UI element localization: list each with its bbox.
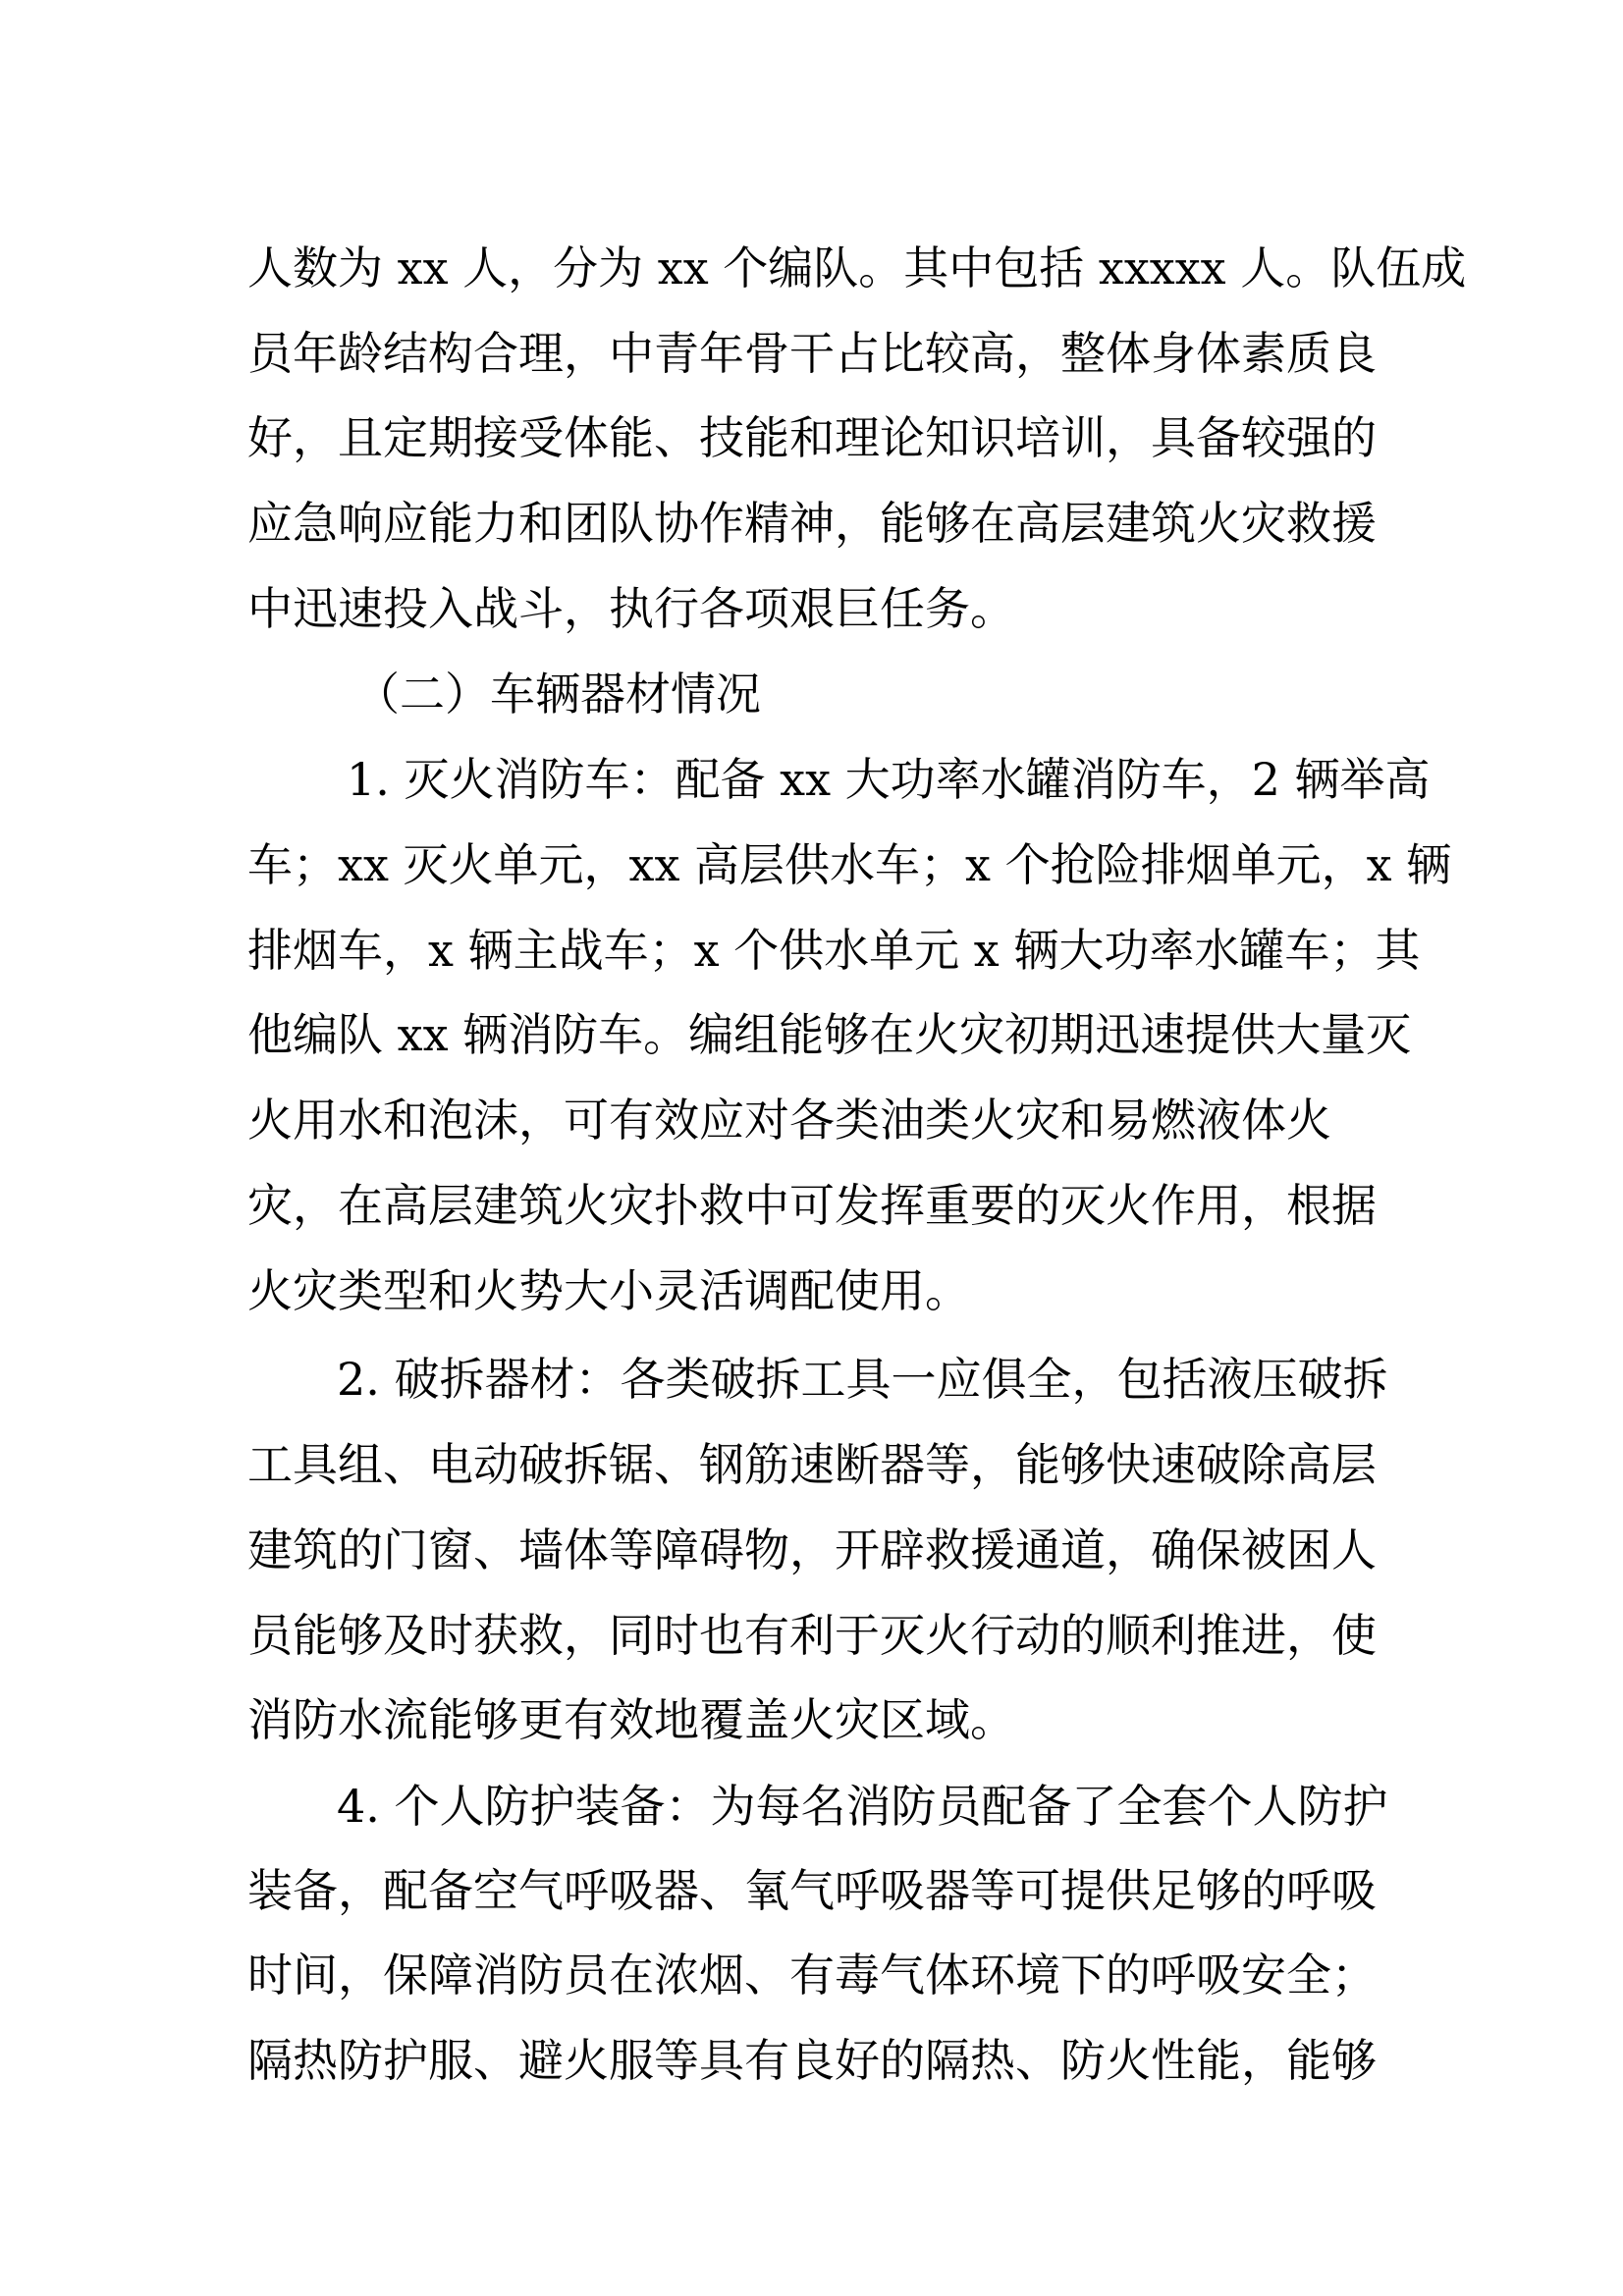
paragraph-line: 车；xx 灭火单元，xx 高层供水车；x 个抢险排烟单元，x 辆	[247, 838, 1452, 891]
paragraph-line: 2. 破拆器材：各类破拆工具一应俱全，包括液压破拆	[337, 1353, 1388, 1406]
paragraph-line: 火灾类型和火势大小灵活调配使用。	[247, 1264, 970, 1317]
paragraph-line: 好，且定期接受体能、技能和理论知识培训，具备较强的	[247, 411, 1377, 464]
paragraph-line: 员年龄结构合理，中青年骨干占比较高，整体身体素质良	[247, 327, 1377, 380]
paragraph-line: 隔热防护服、避火服等具有良好的隔热、防火性能，能够	[247, 2034, 1377, 2087]
paragraph-line: 消防水流能够更有效地覆盖火灾区域。	[247, 1693, 1015, 1746]
section-heading: （二）车辆器材情况	[354, 667, 761, 721]
paragraph-line: 1. 灭火消防车：配备 xx 大功率水罐消防车，2 辆举高	[347, 753, 1431, 806]
paragraph-line: 工具组、电动破拆锯、钢筋速断器等，能够快速破除高层	[247, 1438, 1377, 1491]
paragraph-line: 建筑的门窗、墙体等障碍物，开辟救援通道，确保被困人	[247, 1523, 1377, 1576]
paragraph-line: 火用水和泡沫，可有效应对各类油类火灾和易燃液体火	[247, 1094, 1331, 1147]
paragraph-line: 人数为 xx 人，分为 xx 个编队。其中包括 xxxxx 人。队伍成	[247, 241, 1467, 294]
paragraph-line: 应急响应能力和团队协作精神，能够在高层建筑火灾救援	[247, 497, 1377, 550]
paragraph-line: 他编队 xx 辆消防车。编组能够在火灾初期迅速提供大量灭	[247, 1008, 1412, 1061]
paragraph-line: 装备，配备空气呼吸器、氧气呼吸器等可提供足够的呼吸	[247, 1864, 1377, 1917]
paragraph-line: 4. 个人防护装备：为每名消防员配备了全套个人防护	[337, 1780, 1388, 1833]
paragraph-line: 灾，在高层建筑火灾扑救中可发挥重要的灭火作用，根据	[247, 1179, 1377, 1232]
paragraph-line: 员能够及时获救，同时也有利于灭火行动的顺利推进，使	[247, 1609, 1377, 1662]
paragraph-line: 排烟车，x 辆主战车；x 个供水单元 x 辆大功率水罐车；其	[247, 924, 1421, 977]
paragraph-line: 中迅速投入战斗，执行各项艰巨任务。	[247, 582, 1015, 635]
paragraph-line: 时间，保障消防员在浓烟、有毒气体环境下的呼吸安全；	[247, 1949, 1377, 2002]
